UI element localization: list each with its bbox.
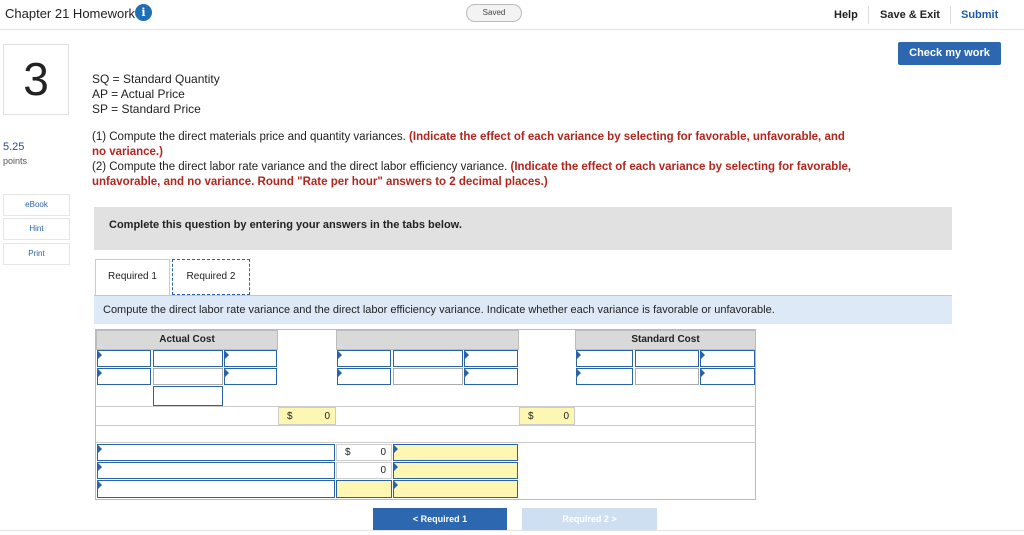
prompt-text: Compute the direct labor rate variance and the direct labor efficiency variance. Indicate whether each variance is favorable or unfavorable. xyxy=(103,304,775,316)
dropdown-arrow-icon xyxy=(701,369,705,377)
actual-total-value: 0 xyxy=(324,411,330,422)
question-number: 3 xyxy=(3,44,69,115)
dropdown-arrow-icon xyxy=(98,351,102,359)
instruction-part2-red: (Indicate the effect of each variance by selecting for favorable, unfavorable, and no variance. Round "Rate per hour" answers to 2 decimal places.) xyxy=(92,161,852,188)
definition-ap: AP = Actual Price xyxy=(92,87,185,101)
dropdown-arrow-icon xyxy=(577,351,581,359)
actual-cost-header: Actual Cost xyxy=(96,330,278,350)
actual-hours-input[interactable] xyxy=(97,368,151,385)
prev-required-1-button[interactable]: < Required 1 xyxy=(373,508,507,530)
submit-link[interactable]: Submit xyxy=(961,9,999,21)
actual-operator-input[interactable] xyxy=(153,350,223,367)
variance-value-2: 0 xyxy=(380,465,386,476)
dropdown-arrow-icon xyxy=(394,445,398,453)
dropdown-arrow-icon xyxy=(338,351,342,359)
bottom-divider xyxy=(0,530,1024,531)
variance-value-1: 0 xyxy=(380,447,386,458)
variance-total-input[interactable] xyxy=(336,480,392,498)
actual-quantity-input[interactable] xyxy=(97,350,151,367)
mid-total-value: 0 xyxy=(563,411,569,422)
instruction-part1 xyxy=(92,130,852,160)
dropdown-arrow-icon xyxy=(577,369,581,377)
variance-label-input-1[interactable] xyxy=(97,444,335,461)
actual-rate-input[interactable] xyxy=(224,350,277,367)
complete-question-text: Complete this question by entering your answers in the tabs below. xyxy=(109,219,462,231)
help-link[interactable]: Help xyxy=(834,9,858,21)
std-hours-input[interactable] xyxy=(576,368,633,385)
save-exit-link[interactable]: Save & Exit xyxy=(880,9,940,21)
check-my-work-button[interactable]: Check my work xyxy=(898,42,1001,65)
mid-hours-input[interactable] xyxy=(337,368,391,385)
definition-sq: SQ = Standard Quantity xyxy=(92,72,220,86)
actual-total-cell xyxy=(278,407,336,425)
mid-value-input[interactable] xyxy=(464,368,518,385)
variance-effect-select-1[interactable] xyxy=(393,444,518,461)
mid-operator-input[interactable] xyxy=(393,350,463,367)
mid-cell-empty[interactable] xyxy=(393,368,463,385)
complete-question-banner xyxy=(94,207,952,250)
instruction-part2-text: (2) Compute the direct labor rate variance and the direct labor efficiency variance. xyxy=(92,161,508,173)
variance-worksheet xyxy=(95,329,756,500)
ebook-link[interactable]: eBook xyxy=(3,194,70,216)
variance-amount-2 xyxy=(336,462,392,479)
dropdown-arrow-icon xyxy=(701,351,705,359)
variance-amount-1 xyxy=(336,444,392,461)
variance-label-input-2[interactable] xyxy=(97,462,335,479)
definition-sp: SP = Standard Price xyxy=(92,102,201,116)
top-header xyxy=(0,0,1024,30)
dropdown-arrow-icon xyxy=(225,351,229,359)
row-divider xyxy=(96,406,756,407)
instruction-part1-red: (Indicate the effect of each variance by selecting for favorable, unfavorable, and no variance.) xyxy=(92,131,845,158)
variance-label-input-3[interactable] xyxy=(97,480,335,498)
points-label: points xyxy=(3,156,28,166)
mid-quantity-input[interactable] xyxy=(337,350,391,367)
row-divider xyxy=(96,442,756,443)
std-operator-input[interactable] xyxy=(635,350,699,367)
dropdown-arrow-icon xyxy=(225,369,229,377)
dropdown-arrow-icon xyxy=(98,481,102,489)
dropdown-arrow-icon xyxy=(98,445,102,453)
middle-header xyxy=(336,330,519,350)
actual-extra-input[interactable] xyxy=(153,386,223,406)
dropdown-arrow-icon xyxy=(394,481,398,489)
dropdown-arrow-icon xyxy=(394,463,398,471)
std-rate-input[interactable] xyxy=(700,350,755,367)
actual-value-input[interactable] xyxy=(224,368,277,385)
dropdown-arrow-icon xyxy=(98,463,102,471)
next-required-2-button[interactable]: Required 2 > xyxy=(522,508,657,530)
tab-required-1[interactable]: Required 1 xyxy=(95,259,170,295)
std-value-input[interactable] xyxy=(700,368,755,385)
mid-total-cell xyxy=(519,407,575,425)
variance-effect-select-3[interactable] xyxy=(393,480,518,498)
header-divider xyxy=(950,6,951,24)
hint-link[interactable]: Hint xyxy=(3,218,70,240)
row-divider xyxy=(96,425,756,426)
dropdown-arrow-icon xyxy=(465,351,469,359)
dollar-sign: $ xyxy=(287,411,293,422)
dollar-sign: $ xyxy=(528,411,534,422)
variance-effect-select-2[interactable] xyxy=(393,462,518,479)
assignment-title: Chapter 21 Homework xyxy=(5,6,136,21)
tab-required-2[interactable]: Required 2 xyxy=(172,259,250,295)
actual-cell-empty[interactable] xyxy=(153,368,223,385)
standard-cost-header: Standard Cost xyxy=(575,330,756,350)
header-divider xyxy=(868,6,869,24)
std-cell-empty[interactable] xyxy=(635,368,699,385)
instruction-part2 xyxy=(92,160,862,190)
points-value: 5.25 xyxy=(3,141,25,153)
dropdown-arrow-icon xyxy=(98,369,102,377)
dropdown-arrow-icon xyxy=(338,369,342,377)
std-quantity-input[interactable] xyxy=(576,350,633,367)
saved-status-badge: Saved xyxy=(466,4,522,22)
print-link[interactable]: Print xyxy=(3,243,70,265)
mid-rate-input[interactable] xyxy=(464,350,518,367)
instruction-part1-text: (1) Compute the direct materials price and quantity variances. xyxy=(92,131,406,143)
dollar-sign: $ xyxy=(345,447,351,458)
prompt-banner xyxy=(94,295,952,324)
info-icon[interactable]: i xyxy=(135,4,152,21)
dropdown-arrow-icon xyxy=(465,369,469,377)
